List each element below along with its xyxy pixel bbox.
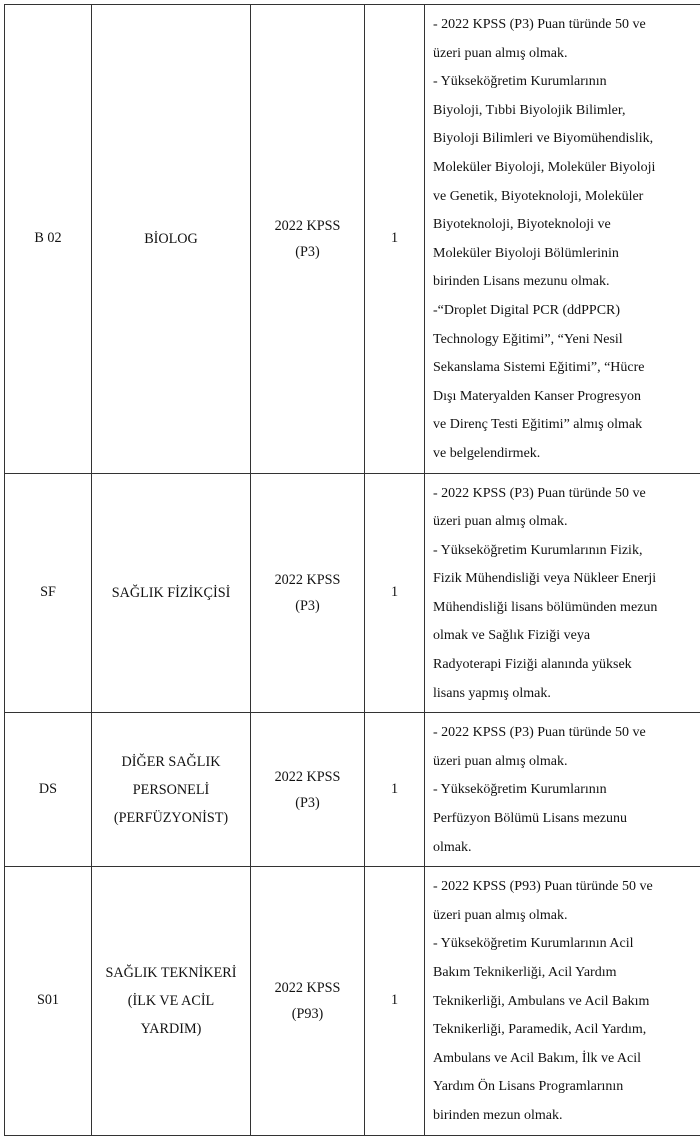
kpss-type-cell bbox=[251, 867, 365, 1135]
requirement-line: ve Genetik, Biyoteknoloji, Moleküler bbox=[433, 183, 700, 212]
kpss-type-cell bbox=[251, 473, 365, 713]
requirement-line: - Yükseköğretim Kurumlarının Acil bbox=[433, 930, 700, 959]
requirement-line: Ambulans ve Acil Bakım, İlk ve Acil bbox=[433, 1045, 700, 1074]
cell-text-line: 2022 KPSS bbox=[251, 213, 364, 239]
requirements-cell bbox=[425, 867, 700, 1135]
requirement-line: -“Droplet Digital PCR (ddPPCR) bbox=[433, 297, 700, 326]
requirement-line: Bakım Teknikerliği, Acil Yardım bbox=[433, 959, 700, 988]
quota-cell: 1 bbox=[365, 473, 425, 713]
requirement-line: olmak ve Sağlık Fiziği veya bbox=[433, 622, 700, 651]
cell-text-line: (P3) bbox=[251, 790, 364, 816]
position-code-cell: S01 bbox=[5, 867, 92, 1135]
cell-text-line: (P93) bbox=[251, 1001, 364, 1027]
requirement-line: üzeri puan almış olmak. bbox=[433, 902, 700, 931]
cell-text-line: SAĞLIK FİZİKÇİSİ bbox=[92, 579, 250, 607]
cell-text-line: 2022 KPSS bbox=[251, 567, 364, 593]
requirement-line: ve Direnç Testi Eğitimi” almış olmak bbox=[433, 411, 700, 440]
requirement-line: Moleküler Biyoloji Bölümlerinin bbox=[433, 240, 700, 269]
kpss-type-cell bbox=[251, 713, 365, 867]
requirement-line: Yardım Ön Lisans Programlarının bbox=[433, 1073, 700, 1102]
requirement-line: üzeri puan almış olmak. bbox=[433, 748, 700, 777]
quota-cell: 1 bbox=[365, 5, 425, 474]
cell-text-line: SAĞLIK TEKNİKERİ bbox=[92, 959, 250, 987]
position-requirements-table bbox=[4, 4, 700, 1136]
requirement-line: Technology Eğitimi”, “Yeni Nesil bbox=[433, 326, 700, 355]
table-body bbox=[5, 5, 700, 1136]
cell-text-line: (İLK VE ACİL bbox=[92, 987, 250, 1015]
requirement-line: Dışı Materyalden Kanser Progresyon bbox=[433, 383, 700, 412]
requirement-line: Radyoterapi Fiziği alanında yüksek bbox=[433, 651, 700, 680]
requirement-line: - Yükseköğretim Kurumlarının bbox=[433, 68, 700, 97]
position-title-cell bbox=[92, 5, 251, 474]
cell-text-line: DİĞER SAĞLIK bbox=[92, 748, 250, 776]
requirement-line: Fizik Mühendisliği veya Nükleer Enerji bbox=[433, 565, 700, 594]
requirement-line: Biyoloji Bilimleri ve Biyomühendislik, bbox=[433, 125, 700, 154]
requirements-cell bbox=[425, 473, 700, 713]
requirement-line: Perfüzyon Bölümü Lisans mezunu bbox=[433, 805, 700, 834]
requirement-line: ve belgelendirmek. bbox=[433, 440, 700, 469]
requirement-line: Teknikerliği, Paramedik, Acil Yardım, bbox=[433, 1016, 700, 1045]
requirement-line: Biyoteknoloji, Biyoteknoloji ve bbox=[433, 211, 700, 240]
table-row bbox=[5, 867, 700, 1135]
requirement-line: - 2022 KPSS (P93) Puan türünde 50 ve bbox=[433, 873, 700, 902]
position-code-cell: SF bbox=[5, 473, 92, 713]
table-row bbox=[5, 713, 700, 867]
requirement-line: - 2022 KPSS (P3) Puan türünde 50 ve bbox=[433, 719, 700, 748]
position-title-cell bbox=[92, 867, 251, 1135]
requirement-line: birinden Lisans mezunu olmak. bbox=[433, 268, 700, 297]
position-code-cell: B 02 bbox=[5, 5, 92, 474]
cell-text-line: PERSONELİ bbox=[92, 776, 250, 804]
quota-cell: 1 bbox=[365, 867, 425, 1135]
table-row bbox=[5, 5, 700, 474]
requirement-line: Teknikerliği, Ambulans ve Acil Bakım bbox=[433, 988, 700, 1017]
position-code-cell: DS bbox=[5, 713, 92, 867]
requirement-line: Sekanslama Sistemi Eğitimi”, “Hücre bbox=[433, 354, 700, 383]
requirement-line: üzeri puan almış olmak. bbox=[433, 508, 700, 537]
kpss-type-cell bbox=[251, 5, 365, 474]
table-row bbox=[5, 473, 700, 713]
requirement-line: Biyoloji, Tıbbi Biyolojik Bilimler, bbox=[433, 97, 700, 126]
cell-text-line: (P3) bbox=[251, 239, 364, 265]
cell-text-line: 2022 KPSS bbox=[251, 975, 364, 1001]
position-title-cell bbox=[92, 473, 251, 713]
requirements-cell bbox=[425, 5, 700, 474]
cell-text-line: YARDIM) bbox=[92, 1015, 250, 1043]
requirements-cell bbox=[425, 713, 700, 867]
requirement-line: - 2022 KPSS (P3) Puan türünde 50 ve bbox=[433, 11, 700, 40]
cell-text-line: BİOLOG bbox=[92, 225, 250, 253]
cell-text-line: 2022 KPSS bbox=[251, 764, 364, 790]
requirement-line: Mühendisliği lisans bölümünden mezun bbox=[433, 594, 700, 623]
requirement-line: lisans yapmış olmak. bbox=[433, 680, 700, 709]
requirement-line: - Yükseköğretim Kurumlarının bbox=[433, 776, 700, 805]
quota-cell: 1 bbox=[365, 713, 425, 867]
requirement-line: birinden mezun olmak. bbox=[433, 1102, 700, 1131]
requirement-line: - 2022 KPSS (P3) Puan türünde 50 ve bbox=[433, 480, 700, 509]
requirement-line: üzeri puan almış olmak. bbox=[433, 40, 700, 69]
requirement-line: Moleküler Biyoloji, Moleküler Biyoloji bbox=[433, 154, 700, 183]
requirement-line: - Yükseköğretim Kurumlarının Fizik, bbox=[433, 537, 700, 566]
requirement-line: olmak. bbox=[433, 834, 700, 863]
cell-text-line: (P3) bbox=[251, 593, 364, 619]
position-title-cell bbox=[92, 713, 251, 867]
cell-text-line: (PERFÜZYONİST) bbox=[92, 804, 250, 832]
